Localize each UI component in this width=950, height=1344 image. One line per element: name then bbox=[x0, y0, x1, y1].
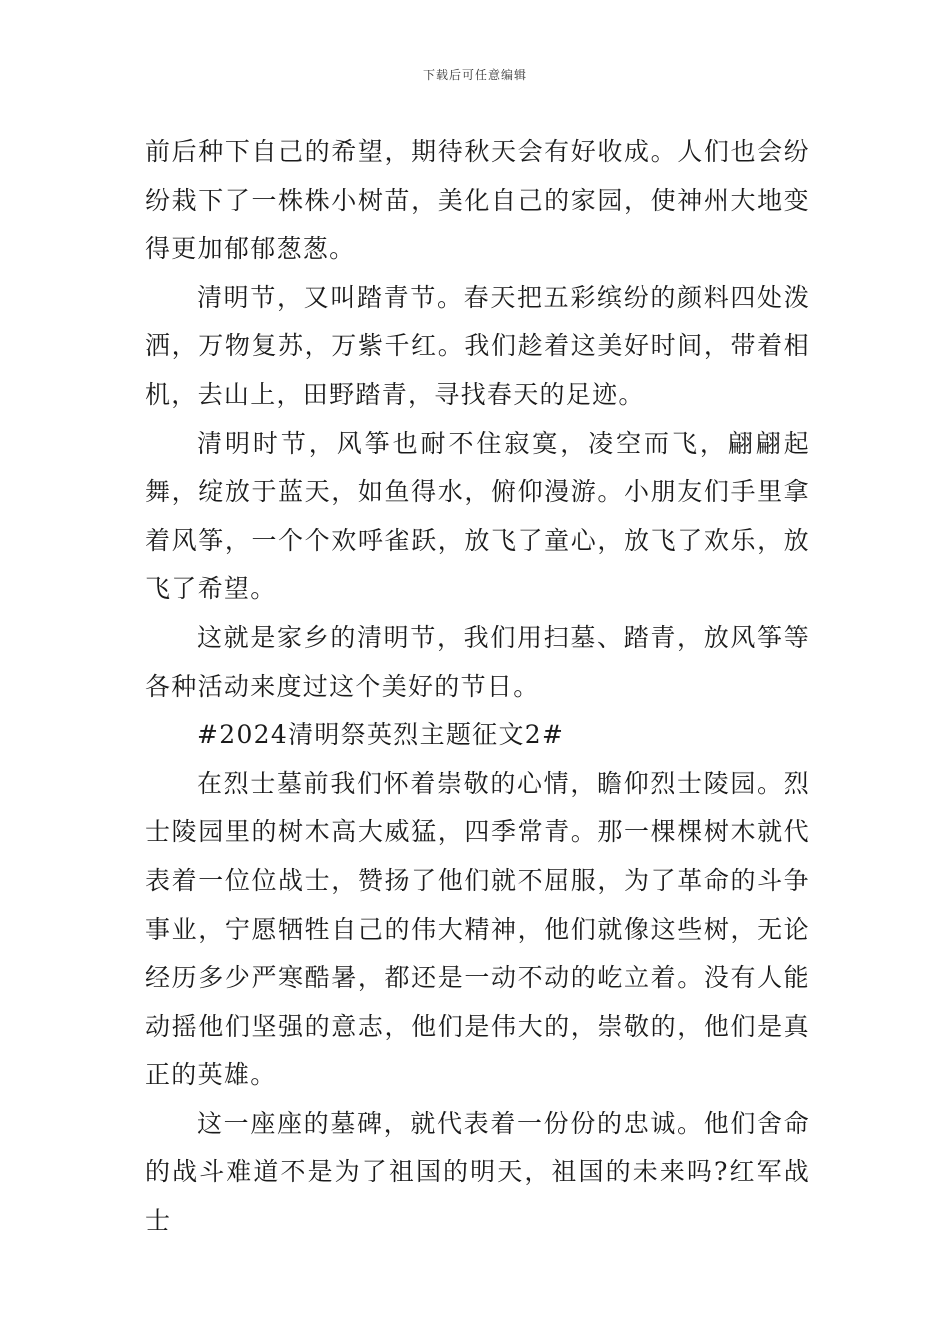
paragraph-tombstones: 这一座座的墓碑，就代表着一份份的忠诚。他们舍命的战斗难道不是为了祖国的明天，祖国的未来吗?红军战士 bbox=[145, 1108, 810, 1236]
document-body bbox=[145, 128, 810, 1246]
paragraph-continued: 前后种下自己的希望，期待秋天会有好收成。人们也会纷纷栽下了一株株小树苗，美化自己的家园，使神州大地变得更加郁郁葱葱。 bbox=[145, 137, 810, 264]
paragraph-qingming-taqing: 清明节，又叫踏青节。春天把五彩缤纷的颜料四处泼洒，万物复苏，万紫千红。我们趁着这美好时间，带着相机，去山上，田野踏青，寻找春天的足迹。 bbox=[145, 282, 810, 409]
section-heading: #2024清明祭英烈主题征文2# bbox=[197, 720, 565, 750]
paragraph-martyrs-cemetery: 在烈士墓前我们怀着崇敬的心情，瞻仰烈士陵园。烈士陵园里的树木高大威猛，四季常青。那一棵棵树木就代表着一位位战士，赞扬了他们就不屈服，为了革命的斗争事业，宁愿牺牲自己的伟大精神，他们就像这些树，无论经历多少严寒酷暑，都还是一动不动的屹立着。没有人能动摇他们坚强的意志，他们是伟大的，崇敬的，他们是真正的英雄。 bbox=[145, 768, 810, 1090]
header-note: 下载后可任意编辑 bbox=[422, 68, 527, 82]
paragraph-hometown-festival: 这就是家乡的清明节，我们用扫墓、踏青，放风筝等各种活动来度过这个美好的节日。 bbox=[145, 622, 810, 701]
paragraph-kites: 清明时节，风筝也耐不住寂寞，凌空而飞，翩翩起舞，绽放于蓝天，如鱼得水，俯仰漫游。小朋友们手里拿着风筝，一个个欢呼雀跃，放飞了童心，放飞了欢乐，放飞了希望。 bbox=[145, 428, 810, 604]
